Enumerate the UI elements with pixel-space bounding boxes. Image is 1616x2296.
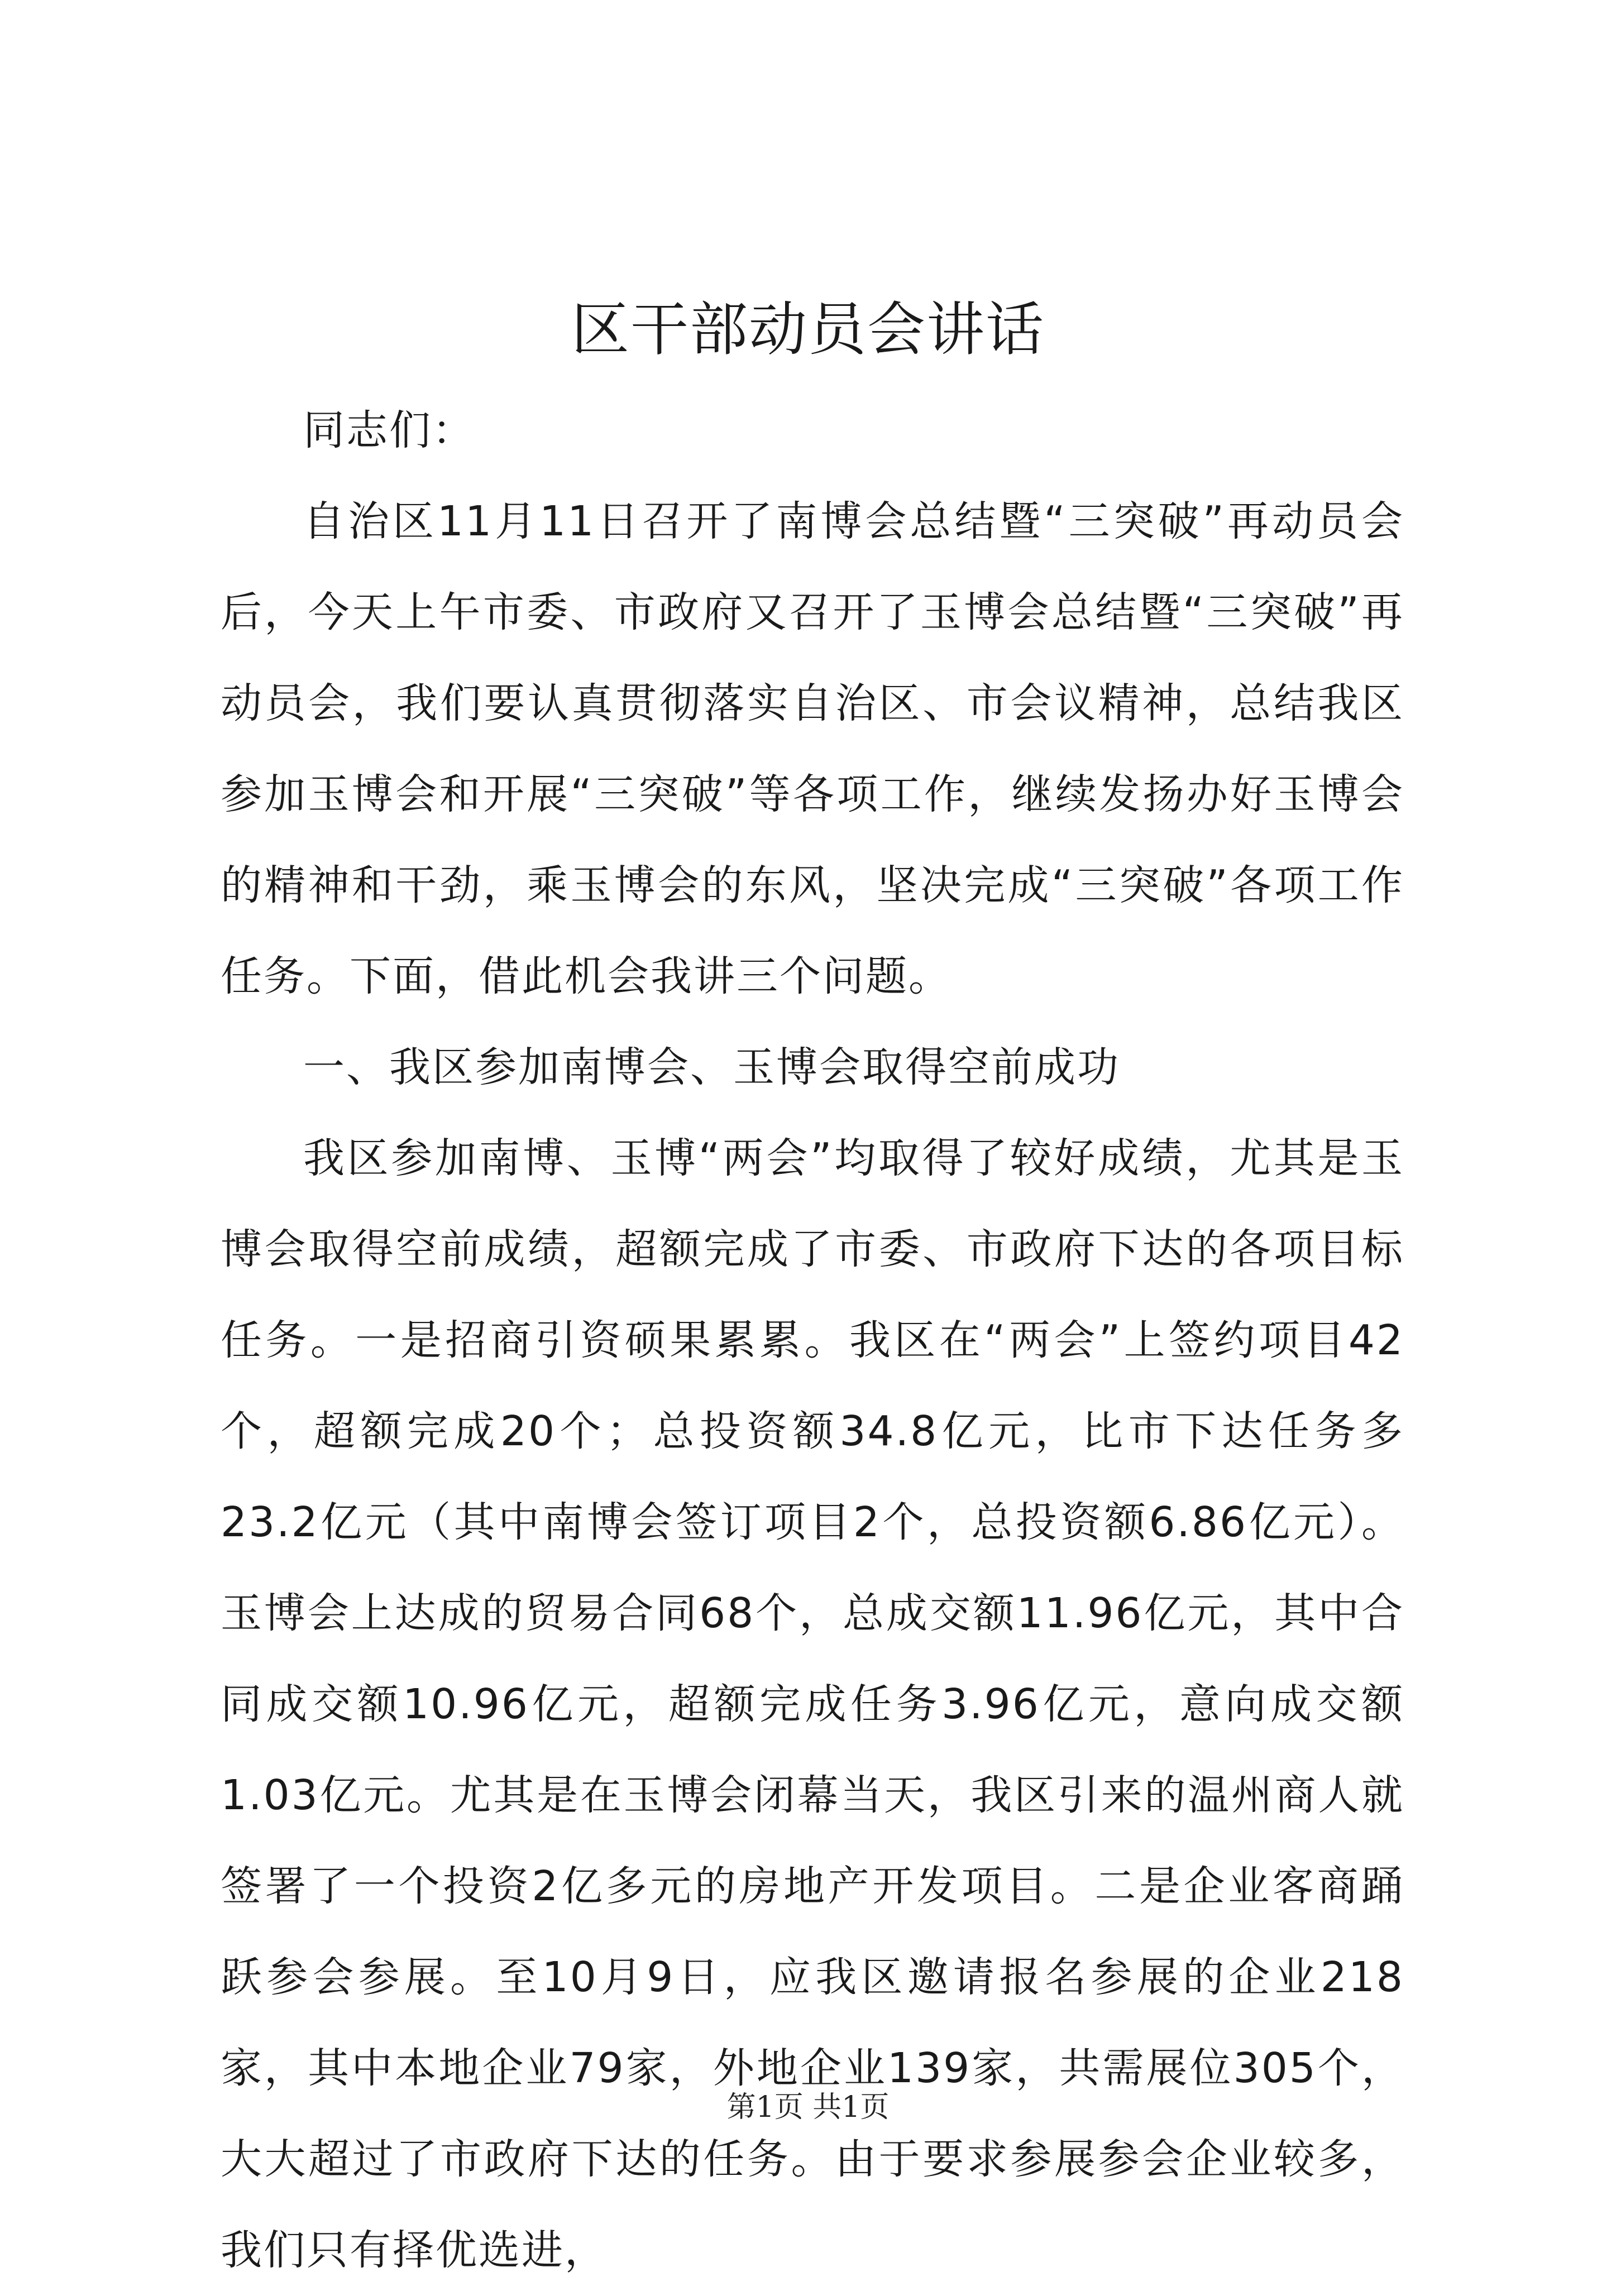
body-paragraph: 我区参加南博、玉博“两会”均取得了较好成绩，尤其是玉博会取得空前成绩，超额完成了市委、市政府下达的各项目标任务。一是招商引资硕果累累。我区在“两会”上签约项目42个，超额完成20个；总投资额34.8亿元，比市下达任务多23.2亿元（其中南博会签订项目2个，总投资额6.86亿元）。玉博会上达成的贸易合同68个，总成交额11.96亿元，其中合同成交额10.96亿元，超额完成任务3.96亿元，意向成交额1.03亿元。尤其是在玉博会闭幕当天，我区引来的温州商人就签署了一个投资2亿多元的房地产开发项目。二是企业客商踊跃参会参展。至10月9日，应我区邀请报名参展的企业218家，其中本地企业79家，外地企业139家，共需展位305个，大大超过了市政府下达的任务。由于要求参展参会企业较多，我们只有择优选进， [221, 1134, 1404, 2274]
page-footer: 第1页 共1页 [726, 2091, 890, 2124]
body-paragraph: 自治区11月11日召开了南博会总结暨“三突破”再动员会后，今天上午市委、市政府又召开了玉博会总结暨“三突破”再动员会，我们要认真贯彻落实自治区、市会议精神，总结我区参加玉博会和开展“三突破”等各项工作，继续发扬办好玉博会的精神和干劲，乘玉博会的东风，坚决完成“三突破”各项工作任务。下面，借此机会我讲三个问题。 [221, 497, 1404, 1000]
section-heading: 一、我区参加南博会、玉博会取得空前成功 [303, 1043, 1120, 1091]
salutation-paragraph: 同志们： [303, 406, 475, 454]
document-body [221, 385, 1404, 2296]
document-title: 区干部动员会讲话 [571, 295, 1045, 363]
